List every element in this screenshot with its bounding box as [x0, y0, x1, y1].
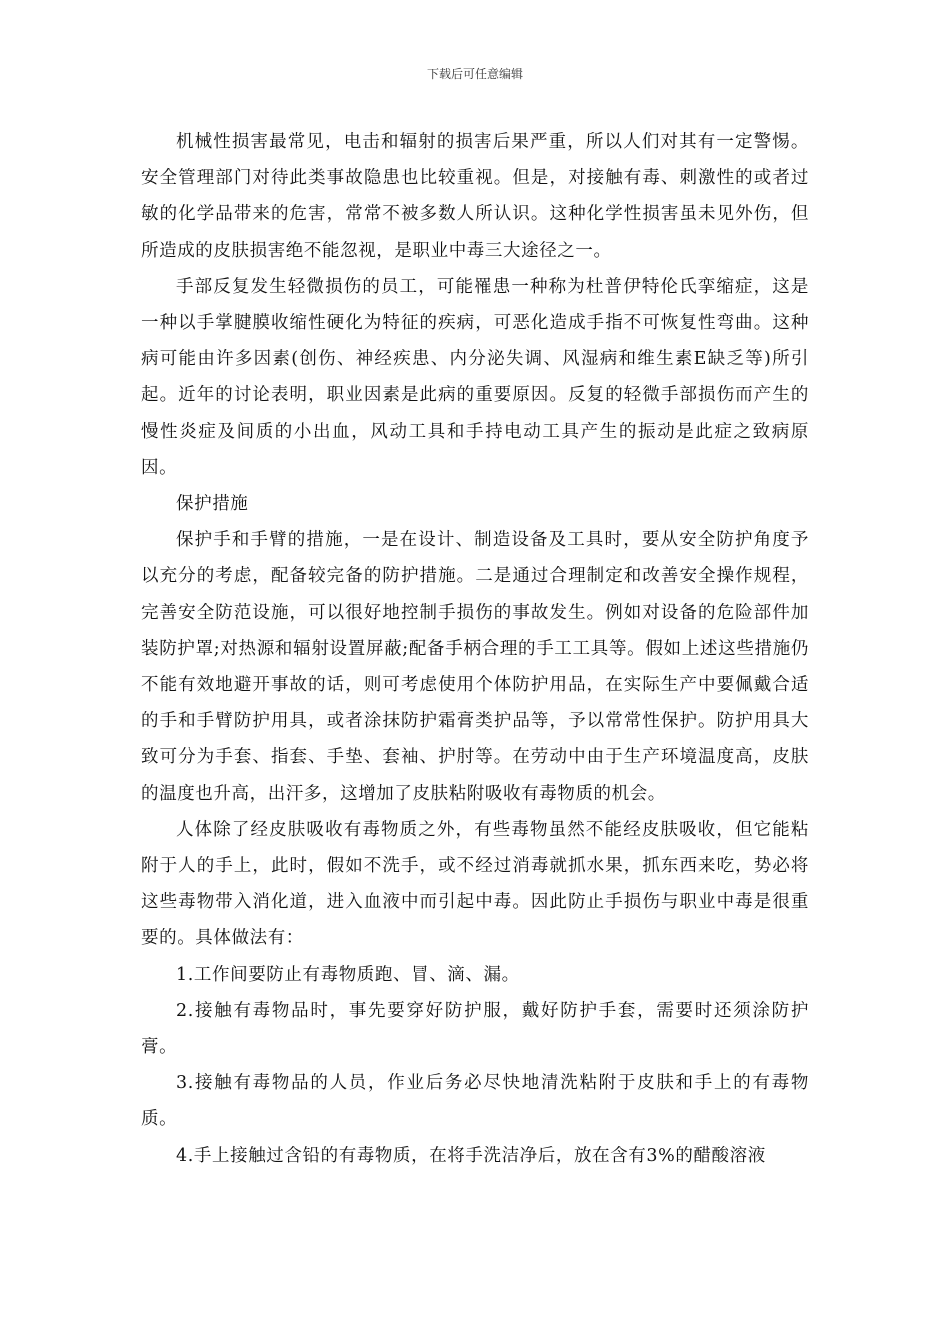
list-item-4: 4.手上接触过含铅的有毒物质，在将手洗洁净后，放在含有3%的醋酸溶液 — [176, 1145, 766, 1166]
section-heading-protection: 保护措施 — [176, 494, 249, 515]
list-item-3: 3.接触有毒物品的人员，作业后务必尽快地清洗粘附于皮肤和手上的有毒物质。 — [141, 1073, 809, 1130]
paragraph-poison-ingestion: 人体除了经皮肤吸收有毒物质之外，有些毒物虽然不能经皮肤吸收，但它能粘附于人的手上，此时，假如不洗手，或不经过消毒就抓水果，抓东西来吃，势必将这些毒物带入消化道，进入血液中而引起中毒。因此防止手损伤与职业中毒是很重要的。具体做法有： — [141, 819, 809, 949]
list-item-2: 2.接触有毒物品时，事先要穿好防护服，戴好防护手套，需要时还须涂防护膏。 — [141, 1000, 809, 1058]
paragraph-protection-measures: 保护手和手臂的措施，一是在设计、制造设备及工具时，要从安全防护角度予以充分的考虑，配备较完备的防护措施。二是通过合理制定和改善安全操作规程，完善安全防范设施，可以很好地控制手损伤的事故发生。例如对设备的危险部件加装防护罩;对热源和辐射设置屏蔽;配备手柄合理的手工工具等。假如上述这些措施仍不能有效地避开事故的话，则可考虑使用个体防护用品，在实际生产中要佩戴合适的手和手臂防护用具，或者涂抹防护霜膏类护品等，予以常常性保护。防护用具大致可分为手套、指套、手垫、套袖、护肘等。在劳动中由于生产环境温度高，皮肤的温度也升高，出汗多，这增加了皮肤粘附吸收有毒物质的机会。 — [141, 530, 809, 804]
document-body — [141, 124, 809, 1174]
paragraph-dupuytren-contracture: 手部反复发生轻微损伤的员工，可能罹患一种称为杜普伊特伦氏挛缩症，这是一种以手掌腱膜收缩性硬化为特征的疾病，可恶化造成手指不可恢复性弯曲。这种病可能由许多因素(创伤、神经疾患、内分泌失调、风湿病和维生素E缺乏等)所引起。近年的讨论表明，职业因素是此病的重要原因。反复的轻微手部损伤而产生的慢性炎症及间质的小出血，风动工具和手持电动工具产生的振动是此症之致病原因。 — [141, 276, 809, 478]
page-header-note: 下载后可任意编辑 — [426, 67, 523, 81]
paragraph-mechanical-injury: 机械性损害最常见，电击和辐射的损害后果严重，所以人们对其有一定警惕。安全管理部门对待此类事故隐患也比较重视。但是，对接触有毒、刺激性的或者过敏的化学品带来的危害，常常不被多数人所认识。这种化学性损害虽未见外伤，但所造成的皮肤损害绝不能忽视，是职业中毒三大途径之一。 — [141, 132, 809, 261]
list-item-1: 1.工作间要防止有毒物质跑、冒、滴、漏。 — [176, 964, 520, 985]
